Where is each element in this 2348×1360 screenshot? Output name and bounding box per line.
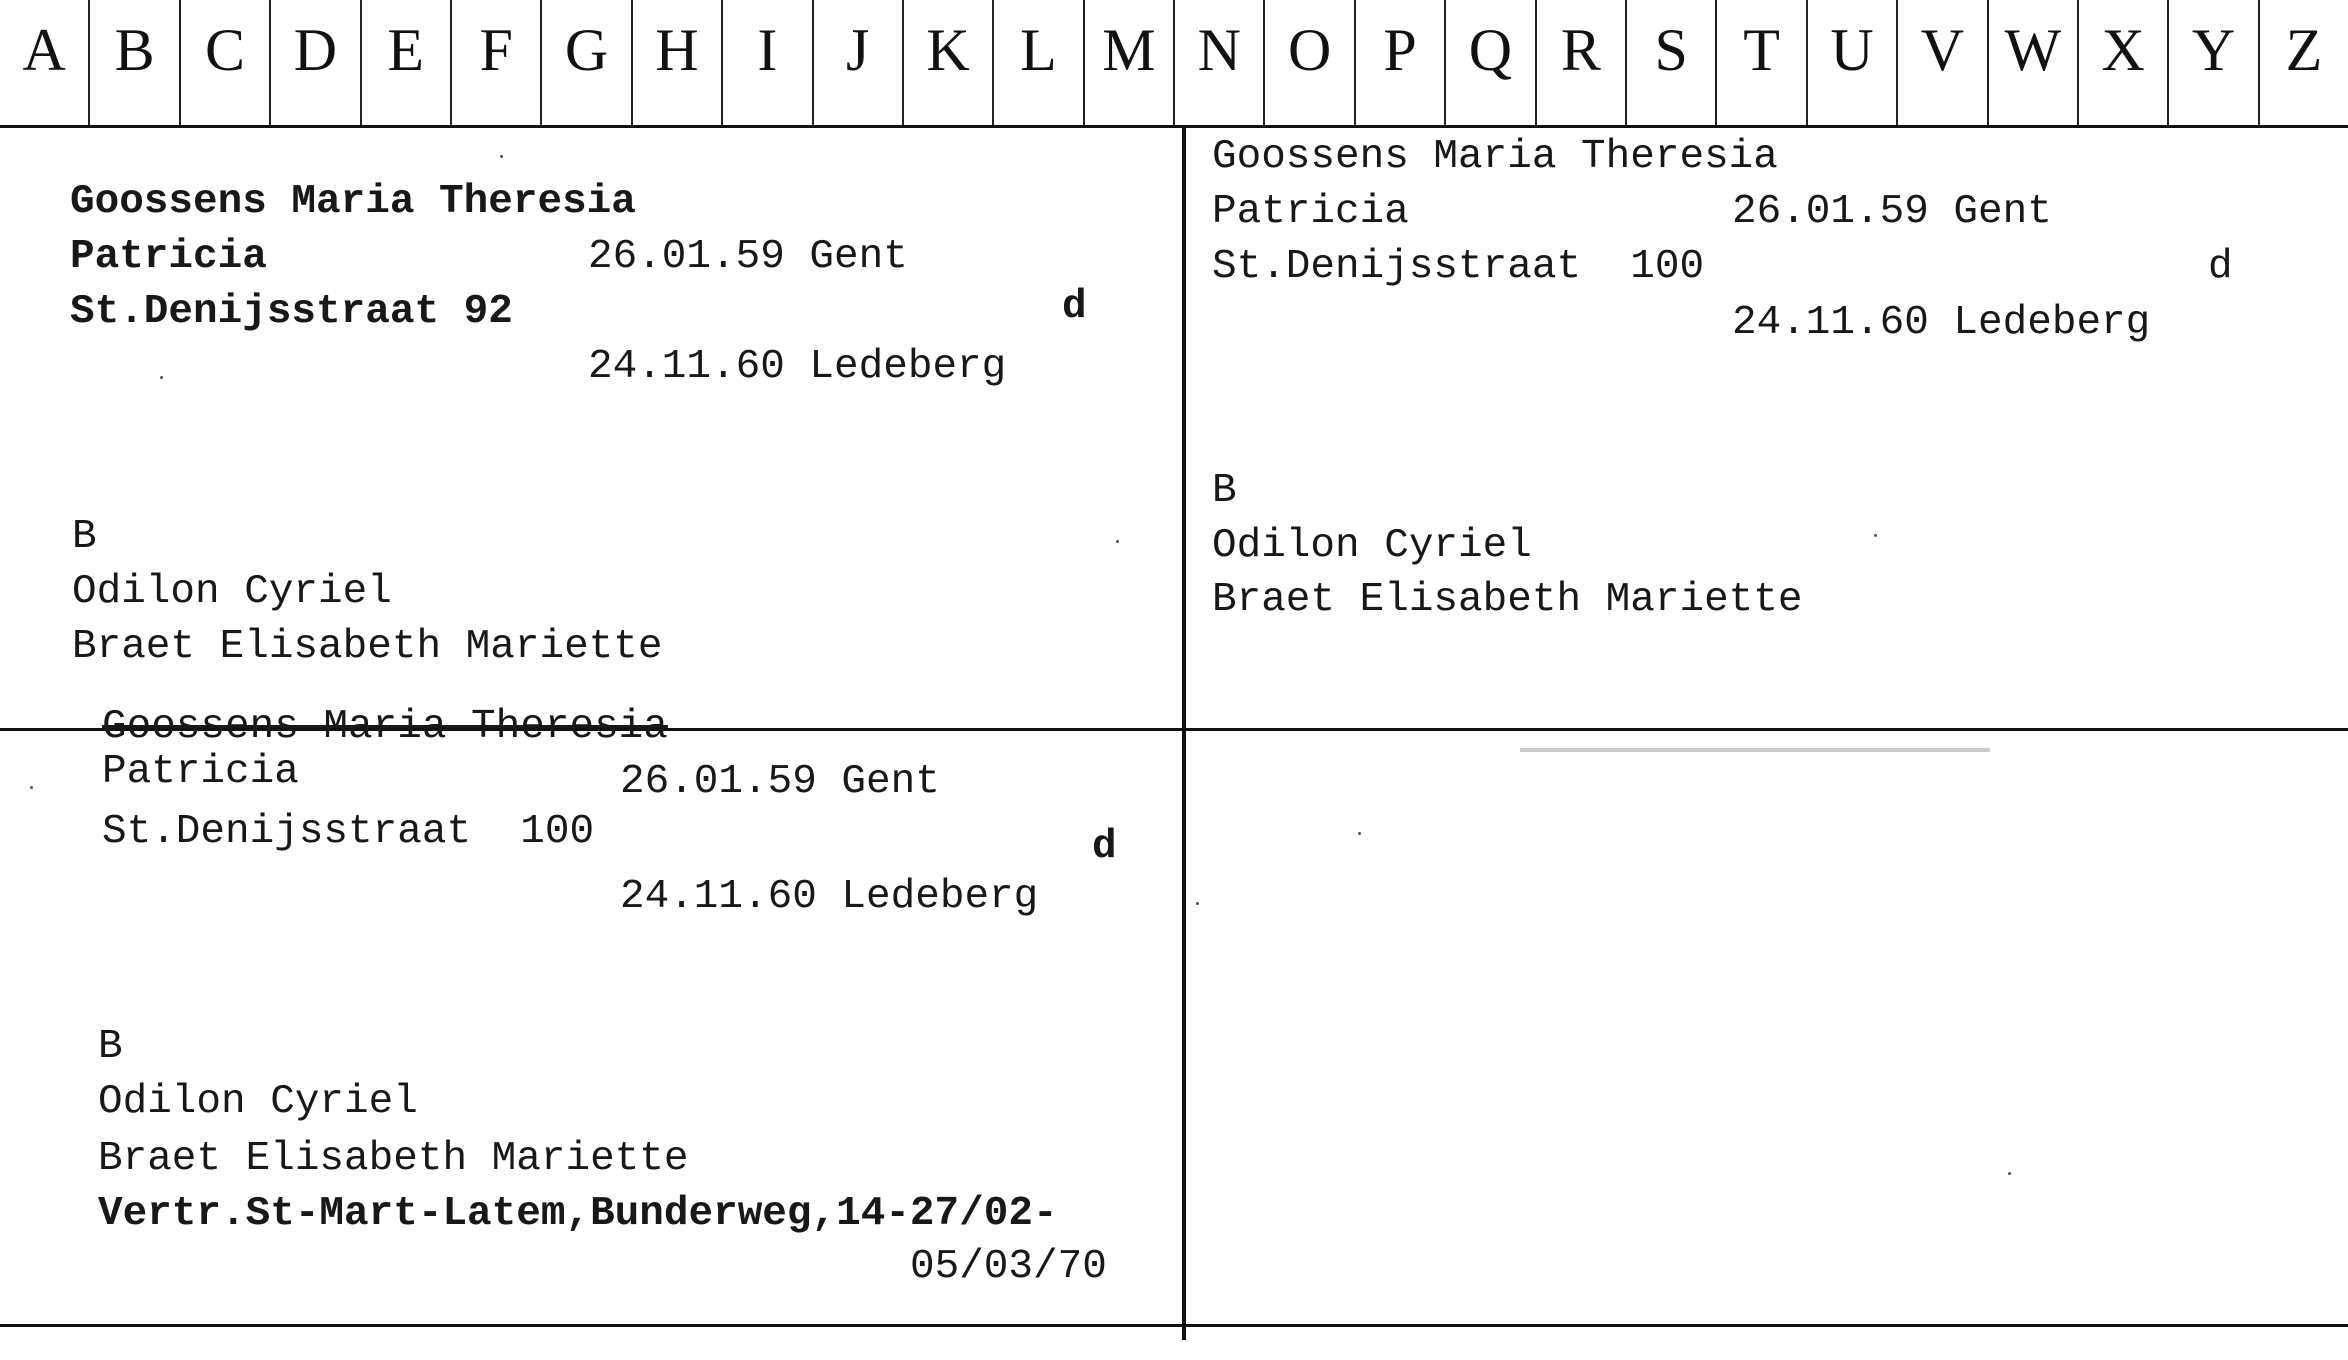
person-name: Goossens Maria Theresia [1212,134,1778,180]
scan-speck [2008,1172,2011,1175]
street-address: St.Denijsstraat 100 [102,809,595,855]
alphabet-index-letter: E [360,0,450,125]
alphabet-index-letter: I [721,0,811,125]
alphabet-index-letter: L [992,0,1082,125]
birth-date-place: 26.01.59 Gent [620,759,940,805]
alphabet-index-letter: Q [1444,0,1534,125]
departure-note-date: 05/03/70 [910,1244,1107,1290]
alphabet-index-letter: R [1535,0,1625,125]
street-address: St.Denijsstraat 100 [1212,244,1705,290]
scan-speck [1116,540,1119,543]
scan-speck [160,376,163,379]
alphabet-index-letter: H [631,0,721,125]
person-name: Goossens Maria Theresia [102,704,668,750]
alphabet-index-letter: C [179,0,269,125]
status-mark: d [1092,824,1117,870]
card-bottom-left [0,700,1180,1322]
alphabet-index-letter: S [1625,0,1715,125]
status-mark: d [1062,284,1087,330]
alphabet-index-letter: U [1806,0,1896,125]
scan-speck [1196,902,1199,905]
alphabet-index-letter: O [1263,0,1353,125]
move-date-place: 24.11.60 Ledeberg [588,344,1007,390]
scan-speck [30,786,33,789]
father-name: Odilon Cyriel [1212,523,1532,569]
alphabet-index-letter: G [540,0,630,125]
move-date-place: 24.11.60 Ledeberg [620,874,1039,920]
card-divider-vertical [1182,128,1186,1340]
birth-date-place: 26.01.59 Gent [1732,189,2052,235]
card-top-left [0,130,1180,726]
alphabet-index-letter: D [269,0,359,125]
given-name: Patricia [102,749,299,795]
scan-speck [1358,832,1361,835]
mother-name: Braet Elisabeth Mariette [1212,577,1803,623]
alphabet-index-letter: J [812,0,902,125]
alphabet-index-letter: A [22,17,66,83]
alphabet-index-letter: B [88,0,178,125]
father-name: Odilon Cyriel [72,569,392,615]
person-name: Goossens Maria Theresia [70,179,636,225]
alphabet-index-letter: X [2077,0,2167,125]
alphabet-index [0,0,2348,128]
alphabet-index-letter: M [1083,0,1173,125]
category-code: B [72,514,97,560]
mother-name: Braet Elisabeth Mariette [72,624,663,670]
scan-smudge [1520,748,1990,752]
alphabet-index-letter: Z [2258,0,2348,125]
birth-date-place: 26.01.59 Gent [588,234,908,280]
given-name: Patricia [70,234,267,280]
scan-speck [1874,534,1877,537]
alphabet-index-letter: T [1715,0,1805,125]
father-name: Odilon Cyriel [98,1079,418,1125]
given-name: Patricia [1212,189,1409,235]
scan-speck [500,155,503,158]
departure-note: Vertr.St-Mart-Latem,Bunderweg,14-27/02- [98,1191,1058,1237]
category-code: B [1212,468,1237,514]
alphabet-index-letter: P [1354,0,1444,125]
street-address: St.Denijsstraat 92 [70,289,513,335]
category-code: B [98,1024,123,1070]
alphabet-index-letter: Y [2167,0,2257,125]
mother-name: Braet Elisabeth Mariette [98,1136,689,1182]
alphabet-index-letter: V [1896,0,1986,125]
card-top-right [1188,130,2348,726]
card-divider-bottom [0,1324,2348,1327]
alphabet-index-letter: F [450,0,540,125]
alphabet-index-letter: W [1987,0,2077,125]
move-date-place: 24.11.60 Ledeberg [1732,300,2151,346]
alphabet-index-letter: N [1173,0,1263,125]
status-mark: d [2208,244,2233,290]
alphabet-index-letter: K [902,0,992,125]
